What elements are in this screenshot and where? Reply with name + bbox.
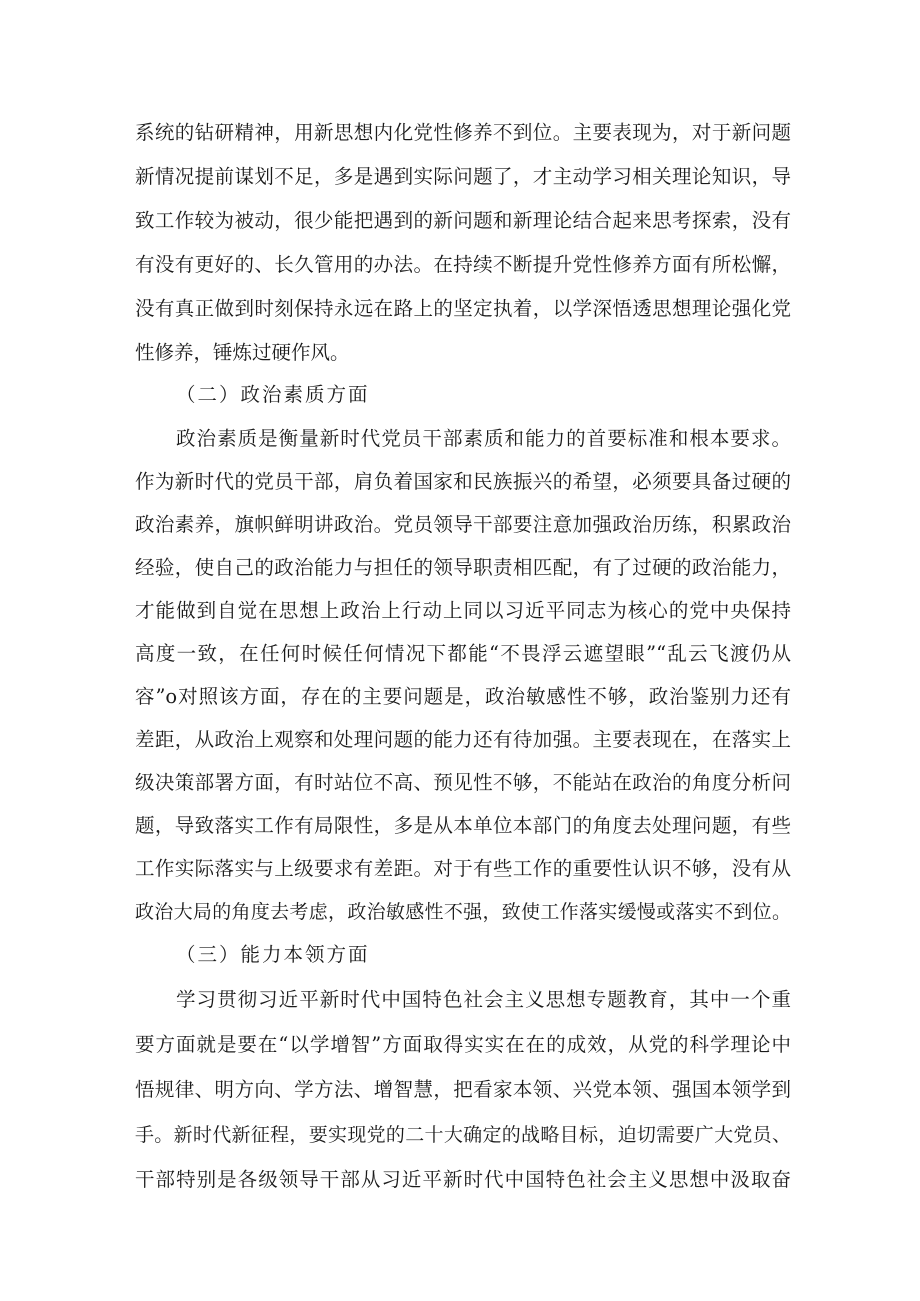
- text-line: 新情况提前谋划不足，多是遇到实际问题了，才主动学习相关理论知识，导: [135, 165, 791, 188]
- section-heading-political-quality: （二）政治素质方面: [176, 383, 370, 406]
- text-line: 题，导致落实工作有局限性，多是从本单位本部门的角度去处理问题，有些: [135, 814, 791, 837]
- text-line: 容”o对照该方面，存在的主要问题是，政治敏感性不够，政治鉴别力还有: [135, 685, 791, 708]
- text-line: 有没有更好的、长久管用的办法。在持续不断提升党性修养方面有所松懈，: [135, 253, 791, 276]
- text-line: 高度一致，在任何时候任何情况下都能“不畏浮云遮望眼”“乱云飞渡仍从: [135, 642, 791, 665]
- text-line: 性修养，锤炼过硬作风。: [135, 341, 350, 364]
- text-line: 没有真正做到时刻保持永远在路上的坚定执着，以学深悟透思想理论强化党: [135, 297, 791, 320]
- text-line: 工作实际落实与上级要求有差距。对于有些工作的重要性认识不够，没有从: [135, 857, 791, 880]
- text-line: 学习贯彻习近平新时代中国特色社会主义思想专题教育，其中一个重: [176, 988, 791, 1011]
- text-line: 作为新时代的党员干部，肩负着国家和民族振兴的希望，必须要具备过硬的: [135, 470, 791, 493]
- section-heading-ability: （三）能力本领方面: [176, 943, 370, 966]
- text-line: 干部特别是各级领导干部从习近平新时代中国特色社会主义思想中汲取奋: [135, 1168, 791, 1191]
- text-line: 差距，从政治上观察和处理问题的能力还有待加强。主要表现在，在落实上: [135, 728, 791, 751]
- text-line: 手。新时代新征程，要实现党的二十大确定的战略目标，迫切需要广大党员、: [135, 1124, 791, 1146]
- text-line: 政治素养，旗帜鲜明讲政治。党员领导干部要注意加强政治历练，积累政治: [135, 513, 791, 536]
- text-line: 政治大局的角度去考虑，政治敏感性不强，致使工作落实缓慢或落实不到位。: [135, 901, 791, 923]
- text-line: 系统的钻研精神，用新思想内化党性修养不到位。主要表现为，对于新问题: [135, 121, 791, 144]
- text-line: 级决策部署方面，有时站位不高、预见性不够，不能站在政治的角度分析问: [135, 771, 791, 794]
- text-line: 要方面就是要在“以学增智”方面取得实实在在的成效，从党的科学理论中: [135, 1033, 791, 1056]
- text-line: 经验，使自己的政治能力与担任的领导职责相匹配，有了过硬的政治能力，: [135, 556, 791, 579]
- text-line: 政治素质是衡量新时代党员干部素质和能力的首要标准和根本要求。: [176, 427, 791, 450]
- text-line: 致工作较为被动，很少能把遇到的新问题和新理论结合起来思考探索，没有: [135, 209, 791, 232]
- text-line: 悟规律、明方向、学方法、增智慧，把看家本领、兴党本领、强国本领学到: [135, 1078, 791, 1101]
- text-line: 才能做到自觉在思想上政治上行动上同以习近平同志为核心的党中央保持: [135, 599, 791, 622]
